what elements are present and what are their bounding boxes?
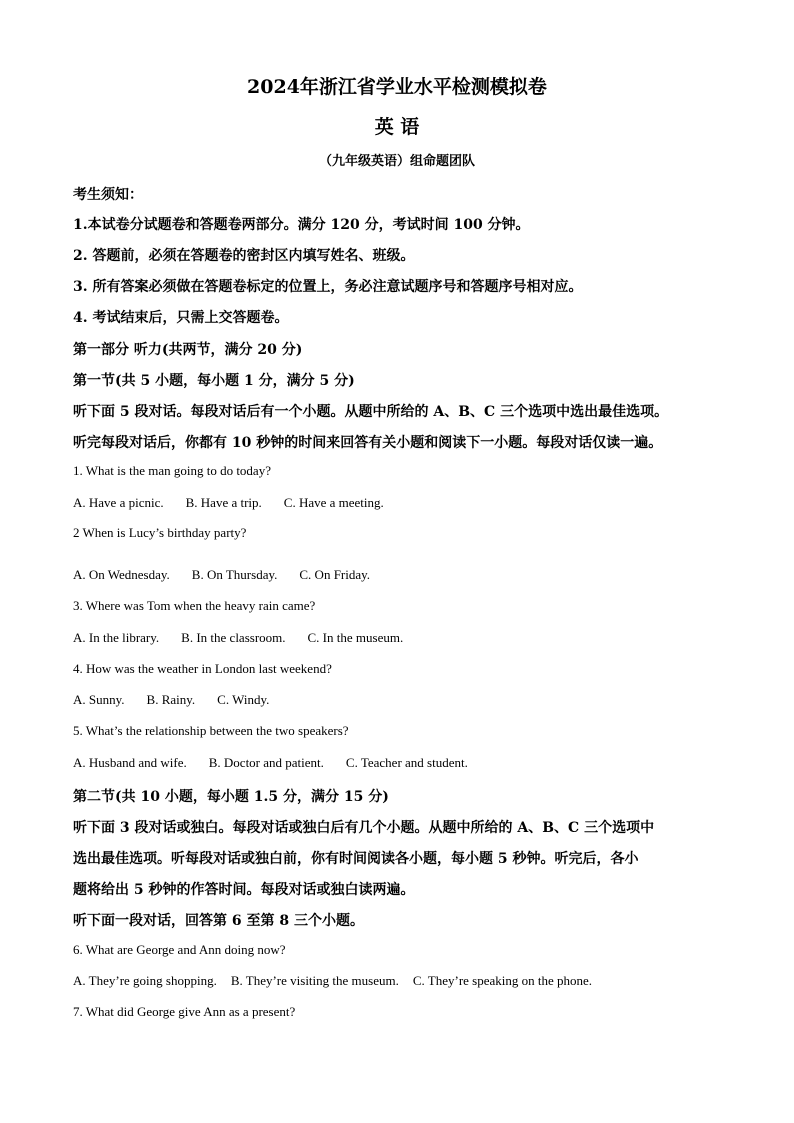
notice-item: 1.本试卷分试题卷和答题卷两部分。满分 120 分，考试时间 100 分钟。: [73, 217, 530, 233]
part1-heading: 第一部分 听力(共两节，满分 20 分): [73, 342, 303, 358]
option-c: C. They’re speaking on the phone.: [412, 973, 593, 988]
section2-heading: 第二节(共 10 小题，每小题 1.5 分，满分 15 分): [73, 789, 389, 805]
option-b: B. Have a trip.: [185, 495, 262, 510]
section1-heading: 第一节(共 5 小题，每小题 1 分，满分 5 分): [73, 373, 355, 389]
subject-title: 英 语: [374, 116, 420, 138]
option-a: A. They’re going shopping.: [73, 973, 217, 988]
question-4: 4. How was the weather in London last weekend?: [73, 661, 332, 676]
option-b: B. Doctor and patient.: [208, 755, 324, 770]
question-5: 5. What’s the relationship between the two speakers?: [73, 723, 349, 738]
notice-item: 4. 考试结束后，只需上交答题卷。: [73, 310, 289, 326]
notice-heading: 考生须知：: [73, 187, 143, 203]
question-6: 6. What are George and Ann doing now?: [73, 942, 286, 957]
option-c: C. Windy.: [217, 692, 270, 707]
options-2: [73, 567, 370, 583]
options-4: [73, 692, 269, 708]
notice-item: 2. 答题前，必须在答题卷的密封区内填写姓名、班级。: [73, 248, 415, 264]
section2-instruction: 选出最佳选项。听每段对话或独白前，你有时间阅读各小题，每小题 5 秒钟。听完后，各小: [73, 851, 639, 867]
option-c: C. Have a meeting.: [283, 495, 384, 510]
notice-item: 3. 所有答案必须做在答题卷标定的位置上，务必注意试题序号和答题序号相对应。: [73, 279, 583, 295]
question-1: 1. What is the man going to do today?: [73, 463, 271, 478]
section2-instruction: 题将给出 5 秒钟的作答时间。每段对话或独白读两遍。: [73, 882, 415, 898]
option-b: B. In the classroom.: [181, 630, 286, 645]
option-a: A. On Wednesday.: [73, 567, 170, 582]
option-b: B. Rainy.: [146, 692, 196, 707]
question-2: 2 When is Lucy’s birthday party?: [73, 525, 247, 540]
team-line: （九年级英语）组命题团队: [318, 154, 475, 169]
option-c: C. On Friday.: [299, 567, 371, 582]
option-a: A. Have a picnic.: [73, 495, 164, 510]
options-6: [73, 973, 592, 989]
options-1: [73, 495, 384, 511]
section1-instruction: 听下面 5 段对话。每段对话后有一个小题。从题中所给的 A、B、C 三个选项中选出最佳选项。: [73, 404, 669, 420]
question-7: 7. What did George give Ann as a present?: [73, 1004, 296, 1019]
option-b: B. On Thursday.: [191, 567, 278, 582]
option-b: B. They’re visiting the museum.: [230, 973, 399, 988]
option-a: A. Husband and wife.: [73, 755, 187, 770]
section2-instruction: 听下面 3 段对话或独白。每段对话或独白后有几个小题。从题中所给的 A、B、C 三个选项中: [73, 820, 655, 836]
options-5: [73, 755, 468, 771]
option-c: C. Teacher and student.: [345, 755, 468, 770]
option-a: A. Sunny.: [73, 692, 125, 707]
option-a: A. In the library.: [73, 630, 160, 645]
exam-title: 2024年浙江省学业水平检测模拟卷: [247, 76, 547, 98]
option-c: C. In the museum.: [307, 630, 404, 645]
section1-instruction: 听完每段对话后，你都有 10 秒钟的时间来回答有关小题和阅读下一小题。每段对话仅读一遍。: [73, 435, 663, 451]
options-3: [73, 630, 403, 646]
question-3: 3. Where was Tom when the heavy rain came?: [73, 598, 316, 613]
dialogue-intro: 听下面一段对话，回答第 6 至第 8 三个小题。: [73, 913, 364, 929]
